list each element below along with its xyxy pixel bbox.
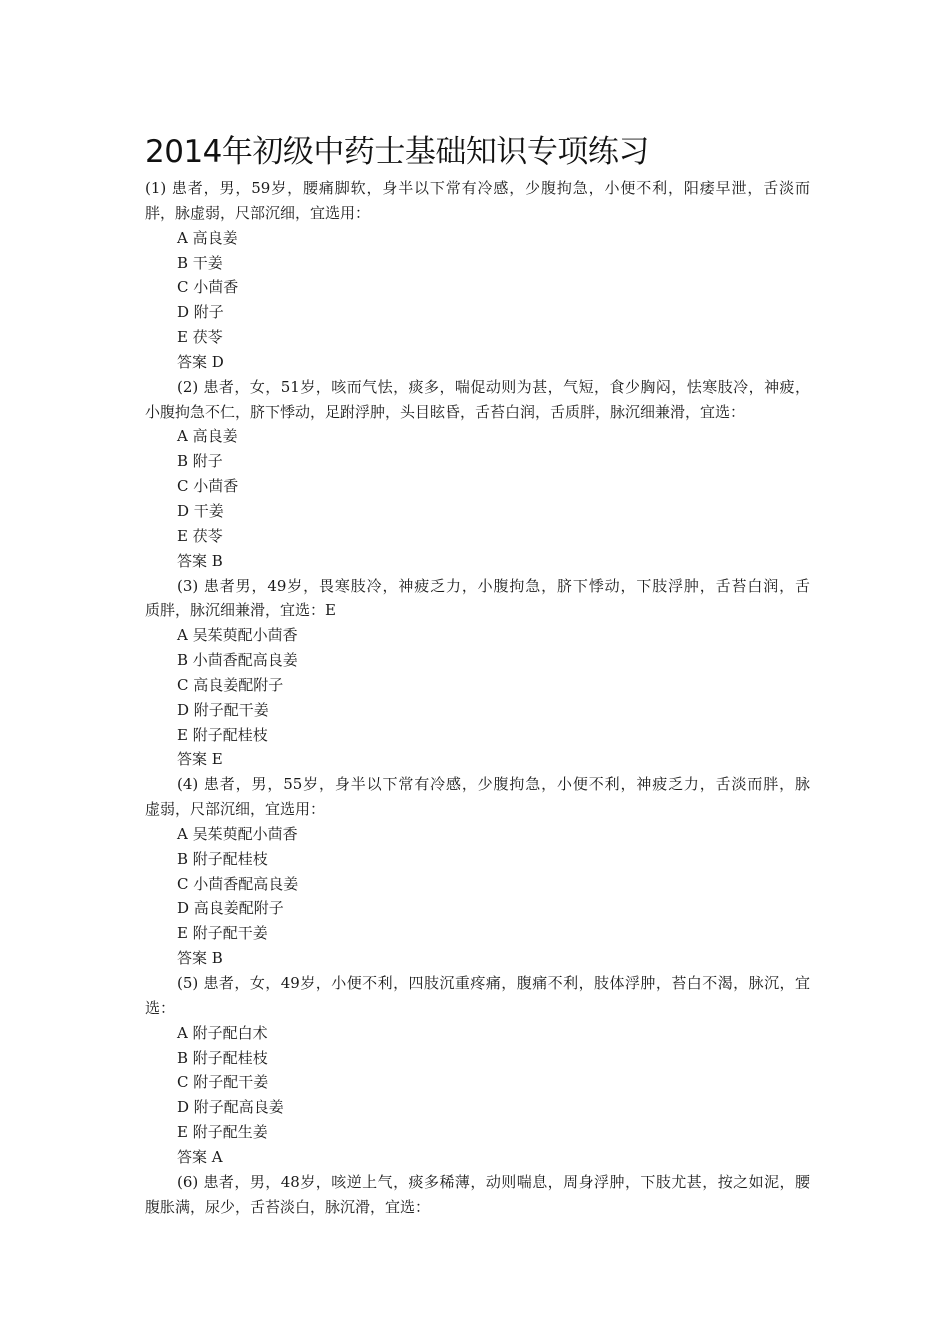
question-block (145, 176, 810, 375)
answer-option: D 附子配高良姜 (177, 1098, 284, 1117)
answer-key: 答案 E (177, 750, 223, 769)
answer-option: E 附子配干姜 (177, 924, 268, 943)
question-stem-continued: 腹胀满，尿少，舌苔淡白，脉沉滑，宜选： (145, 1197, 431, 1216)
answer-option: C 高良姜配附子 (177, 675, 284, 694)
question-stem-continued: 小腹拘急不仁，脐下悸动，足跗浮肿，头目眩昏，舌苔白润，舌质胖，脉沉细兼滑，宜选： (145, 402, 746, 421)
question-stem: (5) 患者，女，49岁，小便不利，四肢沉重疼痛，腹痛不利，肢体浮肿，苔白不渴，脉沉，宜 (177, 974, 810, 992)
page-title: 2014年初级中药士基础知识专项练习 (145, 134, 649, 170)
question-stem-continued: 选： (145, 998, 176, 1017)
answer-option: C 附子配干姜 (177, 1073, 269, 1092)
answer-key: 答案 B (177, 551, 223, 570)
answer-option: A 高良姜 (177, 228, 238, 247)
answer-option: C 小茴香 (177, 477, 239, 496)
answer-key: 答案 A (177, 1147, 223, 1166)
answer-option: D 附子 (177, 303, 224, 322)
question-stem-continued: 胖，脉虚弱，尺部沉细，宜选用： (145, 203, 371, 222)
answer-option: C 小茴香配高良姜 (177, 874, 299, 893)
answer-option: A 附子配白术 (177, 1023, 268, 1042)
answer-option: E 附子配生姜 (177, 1123, 268, 1142)
answer-option: B 附子配桂枝 (177, 1048, 268, 1067)
question-stem-continued: 质胖，脉沉细兼滑，宜选：E (145, 601, 336, 620)
document-page (145, 132, 810, 1219)
question-list (145, 176, 810, 1219)
answer-key: 答案 D (177, 352, 224, 371)
question-stem-continued: 虚弱，尺部沉细，宜选用： (145, 800, 326, 819)
answer-option: B 附子配桂枝 (177, 849, 268, 868)
question-stem: (4) 患者，男，55岁，身半以下常有冷感，少腹拘急，小便不利，神疲乏力，舌淡而胖，脉 (177, 775, 810, 794)
question-stem: (1) 患者，男，59岁，腰痛脚软，身半以下常有冷感，少腹拘急，小便不利，阳痿早泄，舌淡而 (145, 179, 810, 197)
question-block (145, 772, 810, 971)
question-block (145, 375, 810, 574)
question-stem: (2) 患者，女，51岁，咳而气怯，痰多，喘促动则为甚，气短，食少胸闷，怯寒肢冷，神疲， (177, 377, 810, 396)
answer-option: B 干姜 (177, 253, 223, 272)
question-stem: (6) 患者，男，48岁，咳逆上气，痰多稀薄，动则喘息，周身浮肿，下肢尤甚，按之如泥，腰 (177, 1172, 810, 1191)
question-stem: (3) 患者男，49岁，畏寒肢冷，神疲乏力，小腹拘急，脐下悸动，下肢浮肿，舌苔白润，舌 (177, 576, 810, 595)
question-block (145, 574, 810, 773)
answer-option: E 茯苓 (177, 328, 223, 347)
answer-option: A 高良姜 (177, 427, 238, 446)
answer-option: C 小茴香 (177, 278, 239, 297)
answer-option: E 附子配桂枝 (177, 725, 268, 744)
answer-option: D 附子配干姜 (177, 700, 269, 719)
answer-option: A 吴茱萸配小茴香 (177, 824, 298, 843)
answer-option: A 吴茱萸配小茴香 (177, 626, 298, 645)
answer-option: E 茯苓 (177, 526, 223, 545)
answer-option: B 小茴香配高良姜 (177, 651, 298, 670)
answer-key: 答案 B (177, 949, 223, 968)
answer-option: D 高良姜配附子 (177, 899, 284, 918)
answer-option: B 附子 (177, 452, 223, 471)
question-block (145, 971, 810, 1170)
answer-option: D 干姜 (177, 501, 224, 520)
question-block (145, 1170, 810, 1220)
